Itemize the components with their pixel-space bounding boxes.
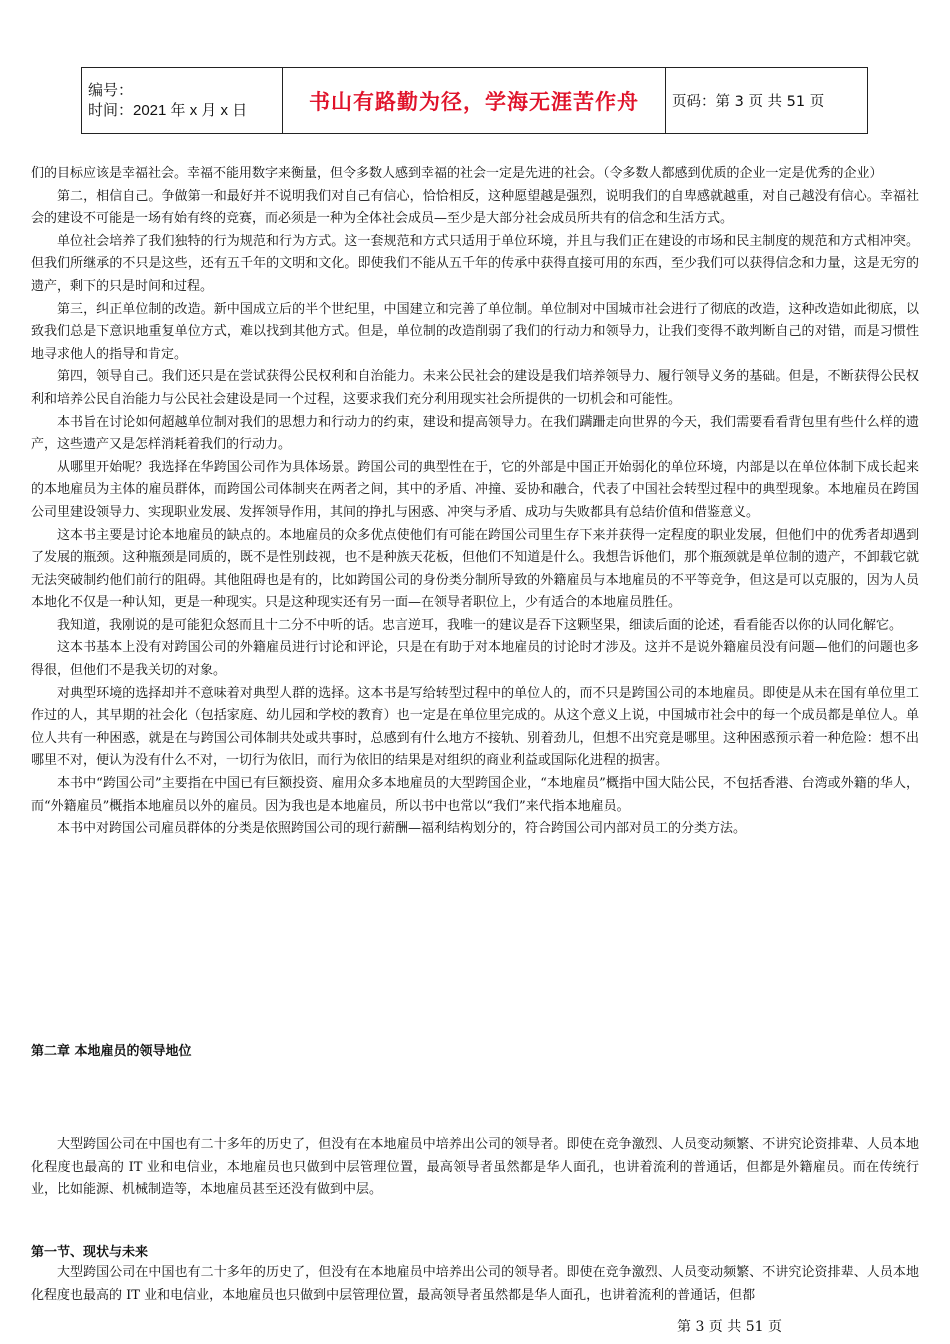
paragraph: 第二，相信自己。争做第一和最好并不说明我们对自己有信心，恰恰相反，这种愿望越是强烈，说明我们的自卑感就越重，对自己越没有信心。幸福社会的建设不可能是一场有始有终的竞赛，而必须是一种为全体社会成员—至少是大部分社会成员所共有的信念和生活方式。 — [31, 188, 919, 227]
paragraph: 从哪里开始呢？我选择在华跨国公司作为具体场景。跨国公司的典型性在于，它的外部是中国正开始弱化的单位环境，内部是以在单位体制下成长起来的本地雇员为主体的雇员群体，而跨国公司体制夹在两者之间，其中的矛盾、冲撞、妥协和融合，代表了中国社会转型过程中的典型现象。本地雇员在跨国公司里建设领导力、实现职业发展、发挥领导作用，其间的挣扎与困惑、冲突与矛盾、成功与失败都具有总结价值和借鉴意义。 — [31, 459, 919, 520]
paragraph: 们的目标应该是幸福社会。幸福不能用数字来衡量，但令多数人感到幸福的社会一定是先进的社会。（令多数人都感到优质的企业一定是优秀的企业） — [31, 166, 883, 181]
document-number-label: 编号： — [88, 81, 134, 99]
header-motto: 书山有路勤为径，学海无涯苦作舟 — [283, 68, 666, 134]
header-meta — [82, 68, 283, 134]
section-paragraph: 大型跨国公司在中国也有二十多年的历史了，但没有在本地雇员中培养出公司的领导者。即使在竞争激烈、人员变动频繁、不讲究论资排辈、人员本地化程度也最高的 IT 业和电信业，本地雇员也只做到中层管理位置，最高领导者虽然都是华人面孔，也讲着流利的普通话，但都 — [31, 1265, 919, 1303]
page-header — [81, 67, 868, 134]
chapter-paragraph: 大型跨国公司在中国也有二十多年的历史了，但没有在本地雇员中培养出公司的领导者。即使在竞争激烈、人员变动频繁、不讲究论资排辈、人员本地化程度也最高的 IT 业和电信业，本地雇员也只做到中层管理位置，最高领导者虽然都是华人面孔，也讲着流利的普通话，但都是外籍雇员。而在传统行业，比如能源、机械制造等，本地雇员甚至还没有做到中层。 — [31, 1137, 919, 1198]
paragraph: 我知道，我刚说的是可能犯众怒而且十二分不中听的话。忠言逆耳，我唯一的建议是吞下这颗坚果，细读后面的论述，看看能否以你的认同化解它。 — [57, 617, 903, 633]
paragraph: 这本书主要是讨论本地雇员的缺点的。本地雇员的众多优点使他们有可能在跨国公司里生存下来并获得一定程度的职业发展，但他们中的优秀者却遇到了发展的瓶颈。这种瓶颈是同质的，既不是性别歧视，也不是种族天花板，但他们不知道是什么。我想告诉他们，那个瓶颈就是单位制的遗产，不卸载它就无法突破制约他们前行的阻碍。其他阻碍也是有的，比如跨国公司的身份类分制所导致的外籍雇员与本地雇员的不平等竞争，但这是可以克服的，因为人员本地化不仅是一种认知，更是一种现实。只是这种现实还有另一面—在领导者职位上，少有适合的本地雇员胜任。 — [31, 527, 919, 611]
paragraph: 对典型环境的选择却并不意味着对典型人群的选择。这本书是写给转型过程中的单位人的，而不只是跨国公司的本地雇员。即使是从未在国有单位里工作过的人，其早期的社会化（包括家庭、幼儿园和学校的教育）也一定是在单位里完成的。从这个意义上说，中国城市社会中的每一个成员都是单位人。单位人共有一种困惑，就是在与跨国公司体制共处或共事时，总感到有什么地方不接轨、别着劲儿，但想不出究竟是哪里。这种困惑预示着一种危险：想不出哪里不对，便认为没有什么不对，一切行为依旧，而行为依旧的结果是对组织的商业利益或国际化进程的损害。 — [31, 685, 919, 769]
page-footer: 第 3 页 共 51 页 — [677, 1319, 782, 1335]
paragraph: 本书中对跨国公司雇员群体的分类是依照跨国公司的现行薪酬—福利结构划分的，符合跨国公司内部对员工的分类方法。 — [57, 821, 747, 837]
paragraph: 本书中“跨国公司”主要指在中国已有巨额投资、雇用众多本地雇员的大型跨国企业，“本地雇员”概指中国大陆公民，不包括香港、台湾或外籍的华人，而“外籍雇员”概指本地雇员以外的雇员。因为我也是本地雇员，所以书中也常以“我们”来代指本地雇员。 — [31, 776, 919, 814]
paragraph: 第三，纠正单位制的改造。新中国成立后的半个世纪里，中国建立和完善了单位制。单位制对中国城市社会进行了彻底的改造，这种改造如此彻底，以致我们总是下意识地重复单位方式，难以找到其他方式。但是，单位制的改造削弱了我们的行动力和领导力，让我们变得不敢判断自己的对错，而是习惯性地寻求他人的指导和肯定。 — [31, 301, 919, 362]
paragraph: 单位社会培养了我们独特的行为规范和行为方式。这一套规范和方式只适用于单位环境，并且与我们正在建设的市场和民主制度的规范和方式相冲突。但我们所继承的不只是这些，还有五千年的文明和文化。即使我们不能从五千年的传承中获得直接可用的东西，至少我们可以获得信念和力量，这是无穷的遗产，剩下的只是时间和过程。 — [31, 233, 919, 294]
document-date: 时间：2021 年 x 月 x 日 — [88, 101, 248, 119]
paragraph: 本书旨在讨论如何超越单位制对我们的思想力和行动力的约束，建设和提高领导力。在我们蹒跚走向世界的今天，我们需要看看背包里有些什么样的遗产，这些遗产又是怎样消耗着我们的行动力。 — [31, 414, 919, 453]
body-text — [31, 163, 919, 841]
chapter-heading: 第二章 本地雇员的领导地位 — [31, 1044, 192, 1059]
section-heading: 第一节、现状与未来 — [31, 1245, 149, 1260]
header-page-info: 页码：第 3 页 共 51 页 — [666, 68, 868, 134]
paragraph: 第四，领导自己。我们还只是在尝试获得公民权利和自治能力。未来公民社会的建设是我们培养领导力、履行领导义务的基础。但是，不断获得公民权利和培养公民自治能力与公民社会建设是同一个过程，这要求我们充分利用现实社会所提供的一切机会和可能性。 — [31, 369, 919, 407]
paragraph: 这本书基本上没有对跨国公司的外籍雇员进行讨论和评论，只是在有助于对本地雇员的讨论时才涉及。这并不是说外籍雇员没有问题—他们的问题也多得很，但他们不是我关切的对象。 — [31, 640, 919, 679]
